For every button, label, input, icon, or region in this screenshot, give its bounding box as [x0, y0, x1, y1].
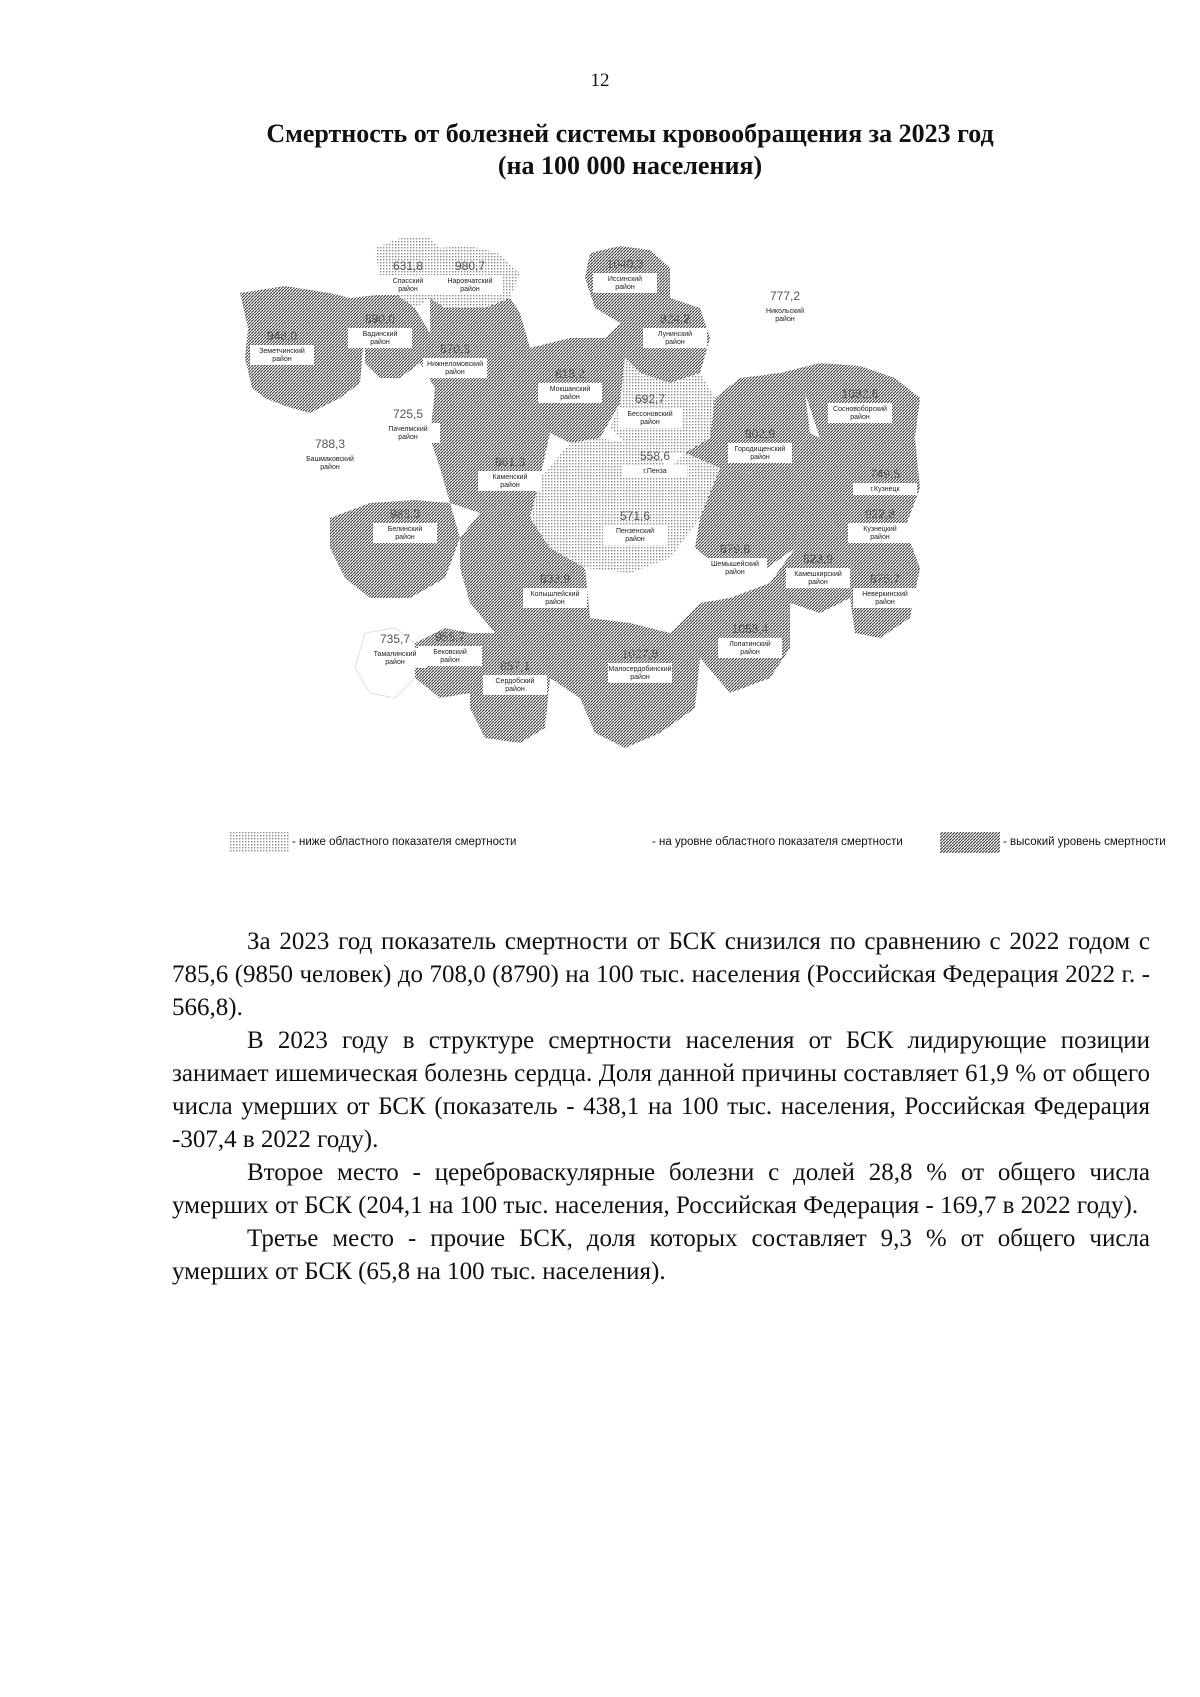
legend-label-high: - высокий уровень смертности [1003, 836, 1166, 848]
district-value: 922,8 [864, 507, 896, 521]
district-name: район [740, 649, 760, 656]
district-name: г.Пенза [643, 468, 667, 475]
district-value: 902,9 [744, 427, 776, 441]
district-name: район [398, 434, 418, 441]
district-name: район [725, 569, 745, 576]
paragraph-2: В 2023 году в структуре смертности населения от БСК лидирующие позиции занимает ишемическая болезнь сердца. Доля данной причины составляет 61,9 % от общего числа умерших от БСК (показатель - 438,1 на 100 тыс. населения, Российская Федерация -307,4 в 2022 году). [172, 1027, 1150, 1153]
district-value: 777,2 [769, 289, 801, 303]
district-value: 631,8 [392, 259, 424, 273]
district-name: Кузнецкий [863, 526, 897, 533]
district-name: район [665, 339, 685, 346]
district-name: район [808, 579, 828, 586]
district-name: Иссинский [607, 276, 643, 283]
legend-label-mid: - на уровне областного показателя смертности [652, 836, 903, 848]
page-number: 12 [590, 70, 610, 91]
district-value: 980,7 [454, 259, 486, 273]
map-regions [240, 238, 920, 748]
district-value: 725,5 [392, 407, 424, 421]
district-name: район [750, 454, 770, 461]
district-name: Лунинский [657, 331, 693, 338]
body-text [172, 925, 1150, 1288]
district-name: район [272, 356, 292, 363]
district-name: район [385, 659, 405, 666]
district-name: Бековский [433, 649, 467, 656]
district-value: 1027,8 [621, 647, 659, 661]
district-value: 1058,4 [731, 622, 769, 636]
district-name: район [630, 674, 650, 681]
district-value: 788,3 [314, 437, 346, 451]
district-value: 870,3 [439, 342, 471, 356]
district-value: 735,7 [379, 632, 411, 646]
district-value: 857,1 [499, 659, 531, 673]
district-value: 824,2 [659, 312, 691, 326]
district-label [376, 407, 440, 443]
district-value: 558,6 [639, 449, 671, 463]
district-value: 818,2 [554, 367, 586, 381]
district-name: Белинский [387, 526, 423, 533]
district-name: район [850, 414, 870, 421]
district-name: Земетчинский [259, 348, 305, 355]
district-value: 948,0 [266, 329, 298, 343]
district-name: район [500, 482, 520, 489]
district-name: г.Кузнецк [870, 486, 900, 493]
district-name: Городищенский [734, 446, 786, 453]
district-label [753, 289, 817, 325]
district-name: Башмаковский [306, 456, 354, 463]
page-title [170, 118, 1090, 182]
district-name: Пензенский [615, 528, 655, 535]
district-name: Шемышейский [711, 561, 759, 568]
district-name: Сосновоборский [833, 406, 887, 413]
district-name: район [640, 419, 660, 426]
district-name: район [460, 286, 480, 293]
district-name: Тамалинский [373, 651, 417, 658]
district-name: Каменский [492, 474, 528, 481]
district-name: Вадинский [362, 331, 398, 338]
district-name: Колышлейский [530, 591, 580, 598]
district-name: Лопатинский [729, 641, 771, 648]
map-legend [0, 832, 1200, 854]
district-value: 875,7 [869, 572, 901, 586]
paragraph-3: Второе место - цереброваскулярные болезни с долей 28,8 % от общего числа умерших от БСК (204,1 на 100 тыс. населения, Российская Федерация - 169,7 в 2022 году). [172, 1159, 1150, 1219]
district-value: 749,5 [869, 467, 901, 481]
district-mortality-map [230, 238, 1020, 808]
district-name: район [545, 599, 565, 606]
district-name: Камешкирский [794, 571, 842, 578]
district-name: Спасский [392, 278, 424, 285]
district-name: Нижнеломовский [427, 361, 483, 368]
district-name: район [875, 599, 895, 606]
district-name: Малосердобинский [608, 666, 672, 673]
district-value: 983,3 [389, 507, 421, 521]
district-name: район [398, 286, 418, 293]
district-name: район [560, 394, 580, 401]
district-name: Неверкинский [862, 591, 908, 598]
paragraph-4: Третье место - прочие БСК, доля которых составляет 9,3 % от общего числа умерших от БСК (65,8 на 100 тыс. населения). [172, 1225, 1150, 1285]
title-line-1: Смертность от болезней системы кровообращения за 2023 год [266, 119, 994, 148]
district-name: Бессоновский [627, 411, 673, 418]
district-name: район [370, 339, 390, 346]
district-value: 890,0 [364, 312, 396, 326]
district-name: Никольский [766, 308, 804, 315]
district-name: район [505, 686, 525, 693]
district-name: Пачелмский [388, 426, 428, 433]
district-name: район [625, 536, 645, 543]
paragraph-1: За 2023 год показатель смертности от БСК снизился по сравнению с 2022 годом с 785,6 (9850 человек) до 708,0 (8790) на 100 тыс. населения (Российская Федерация 2022 г. - 566,8). [172, 928, 1150, 1021]
district-name: Мокшанский [549, 386, 591, 393]
district-value: 1082,6 [841, 387, 879, 401]
district-name: район [440, 657, 460, 664]
district-value: 833,9 [539, 572, 571, 586]
district-value: 1040,3 [606, 257, 644, 271]
district-value: 823,9 [802, 552, 834, 566]
district-value: 571,6 [619, 509, 651, 523]
district-name: Сердобский [495, 678, 535, 685]
district-name: район [870, 534, 890, 541]
district-name: район [395, 534, 415, 541]
district-name: район [445, 369, 465, 376]
district-name: район [615, 284, 635, 291]
district-value: 879,8 [719, 542, 751, 556]
district-name: район [775, 316, 795, 323]
district-name: район [320, 464, 340, 471]
legend-swatch-high [940, 832, 1000, 853]
district-name: Наровчатский [447, 278, 493, 285]
title-line-2: (на 100 000 населения) [497, 151, 763, 180]
legend-label-low: - ниже областного показателя смертности [292, 836, 517, 848]
legend-swatch-low [230, 832, 290, 853]
district-value: 955,7 [434, 630, 466, 644]
district-label [298, 437, 362, 473]
district-value: 692,7 [634, 392, 666, 406]
district-value: 861,3 [494, 455, 526, 469]
